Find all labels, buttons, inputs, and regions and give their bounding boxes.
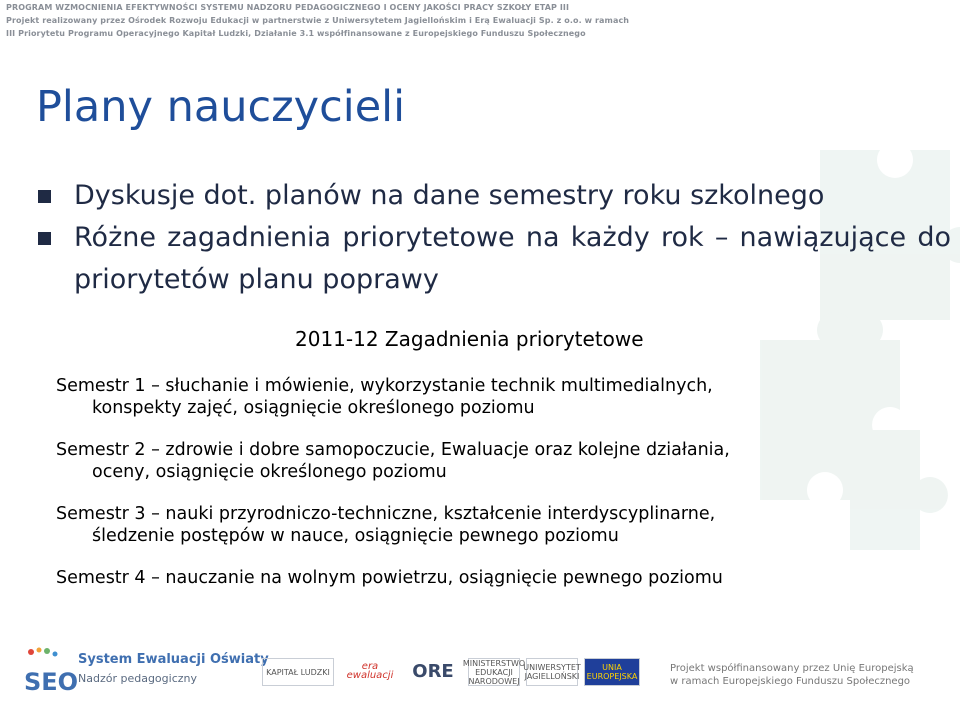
semester-item bbox=[56, 503, 936, 547]
semester-list bbox=[56, 375, 936, 609]
seo-logo-icon bbox=[22, 646, 79, 698]
bullet-text: Różne zagadnienia priorytetowe na każdy rok – nawiązujące do priorytetów planu poprawy bbox=[74, 222, 951, 295]
project-line-2: w ramach Europejskiego Funduszu Społecznego bbox=[670, 676, 911, 687]
slide-title: Plany nauczycieli bbox=[36, 82, 406, 132]
semester-text: Semestr 1 – słuchanie i mówienie, wykorzystanie technik multimedialnych, bbox=[56, 376, 713, 396]
project-line-1: Projekt współfinansowany przez Unię Europejską bbox=[670, 663, 914, 674]
logo-uj: UNIWERSYTET JAGIELLOŃSKI bbox=[526, 658, 578, 686]
project-note bbox=[670, 662, 914, 688]
semester-item bbox=[56, 375, 936, 419]
header-line-1: PROGRAM WZMOCNIENIA EFEKTYWNOŚCI SYSTEMU NADZORU PEDAGOGICZNEGO I OCENY JAKOŚCI PRACY SZKOŁY ETAP III bbox=[6, 3, 570, 12]
semester-text: Semestr 3 – nauki przyrodniczo-techniczne, kształcenie interdyscyplinarne, bbox=[56, 504, 716, 524]
logo-era-ewaluacji: era ewaluacji bbox=[346, 661, 394, 681]
bullet-square-icon bbox=[38, 232, 51, 245]
semester-text: Semestr 2 – zdrowie i dobre samopoczucie, Ewaluacje oraz kolejne działania, bbox=[56, 440, 730, 460]
semester-text-cont: śledzenie postępów w nauce, osiągnięcie pewnego poziomu bbox=[92, 526, 619, 546]
semester-item bbox=[56, 567, 936, 589]
system-name: System Ewaluacji Oświaty bbox=[78, 652, 269, 667]
section-subtitle: 2011-12 Zagadnienia priorytetowe bbox=[295, 327, 644, 351]
bullet-item bbox=[36, 217, 951, 301]
header-line-2: Projekt realizowany przez Ośrodek Rozwoju Edukacji w partnerstwie z Uniwersytetem Jagiellońskim i Erą Ewaluacji Sp. z o.o. w ramach bbox=[6, 16, 630, 25]
semester-text: Semestr 4 – nauczanie na wolnym powietrzu, osiągnięcie pewnego poziomu bbox=[56, 568, 723, 588]
logo-ore: ORE bbox=[412, 660, 454, 682]
semester-text-cont: oceny, osiągnięcie określonego poziomu bbox=[92, 462, 447, 482]
header-band bbox=[0, 0, 960, 42]
bullet-text: Dyskusje dot. planów na dane semestry roku szkolnego bbox=[74, 180, 825, 211]
semester-text-cont: konspekty zajęć, osiągnięcie określonego poziomu bbox=[92, 398, 535, 418]
bullet-list bbox=[36, 175, 951, 301]
header-line-3: III Priorytetu Programu Operacyjnego Kapitał Ludzki, Działanie 3.1 współfinansowane z Europejskiego Funduszu Społecznego bbox=[6, 29, 586, 38]
logo-kapital-ludzki: KAPITAŁ LUDZKI bbox=[262, 658, 334, 686]
svg-text:SEO: SEO bbox=[24, 668, 79, 696]
semester-item bbox=[56, 439, 936, 483]
logo-ue: UNIA EUROPEJSKA bbox=[584, 658, 640, 686]
logo-men: MINISTERSTWO EDUKACJI NARODOWEJ bbox=[462, 658, 526, 686]
system-sub: Nadzór pedagogiczny bbox=[78, 672, 198, 685]
bullet-item bbox=[36, 175, 951, 217]
footer bbox=[0, 638, 960, 710]
bullet-square-icon bbox=[38, 190, 51, 203]
